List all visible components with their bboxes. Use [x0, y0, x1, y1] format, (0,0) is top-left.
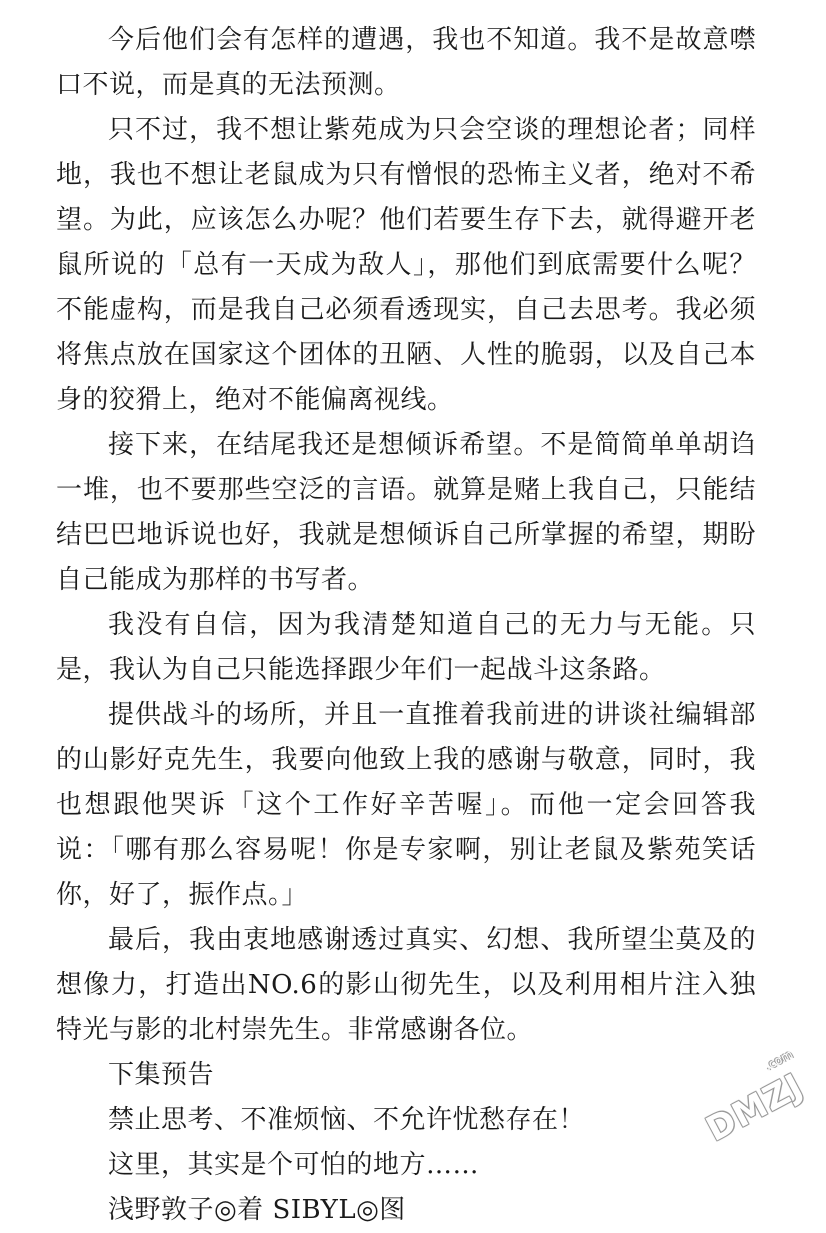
paragraph-1: 今后他们会有怎样的遭遇，我也不知道。我不是故意噤口不说，而是真的无法预测。: [56, 25, 756, 100]
paragraph-3: 接下来，在结尾我还是想倾诉希望。不是简简单单胡诌一堆，也不要那些空泛的言语。就算是赌上我自己，只能结结巴巴地诉说也好，我就是想倾诉自己所掌握的希望，期盼自己能成为那样的书写者。: [56, 430, 756, 595]
paragraph-6: 最后，我由衷地感谢透过真实、幻想、我所望尘莫及的想像力，打造出NO.6的影山彻先生，以及利用相片注入独特光与影的北村崇先生。非常感谢各位。: [56, 925, 756, 1045]
preview-line-1: 禁止思考、不准烦恼、不允许忧愁存在！: [108, 1105, 586, 1135]
document-page: [56, 18, 756, 1233]
paragraph-4: 我没有自信，因为我清楚知道自己的无力与无能。只是，我认为自己只能选择跟少年们一起战斗这条路。: [56, 610, 756, 685]
preview-heading: 下集预告: [108, 1060, 215, 1090]
preview-line-2: 这里，其实是个可怕的地方……: [108, 1150, 480, 1180]
preview-credit: 浅野敦子◎着 SIBYL◎图: [108, 1195, 406, 1225]
watermark-site-text: .com: [762, 1046, 796, 1074]
paragraph-5: 提供战斗的场所，并且一直推着我前进的讲谈社编辑部的山影好克先生，我要向他致上我的感谢与敬意，同时，我也想跟他哭诉「这个工作好辛苦喔」。而他一定会回答我说：「哪有那么容易呢！你是专家啊，别让老鼠及紫苑笑话你，好了，振作点。」: [56, 700, 756, 910]
paragraph-2: 只不过，我不想让紫苑成为只会空谈的理想论者；同样地，我也不想让老鼠成为只有憎恨的恐怖主义者，绝对不希望。为此，应该怎么办呢？他们若要生存下去，就得避开老鼠所说的「总有一天成为敌人」，那他们到底需要什么呢？不能虚构，而是我自己必须看透现实，自己去思考。我必须将焦点放在国家这个团体的丑陋、人性的脆弱，以及自己本身的狡猾上，绝对不能偏离视线。: [56, 115, 756, 415]
watermark-logo-text: DMZJ: [699, 1065, 810, 1150]
